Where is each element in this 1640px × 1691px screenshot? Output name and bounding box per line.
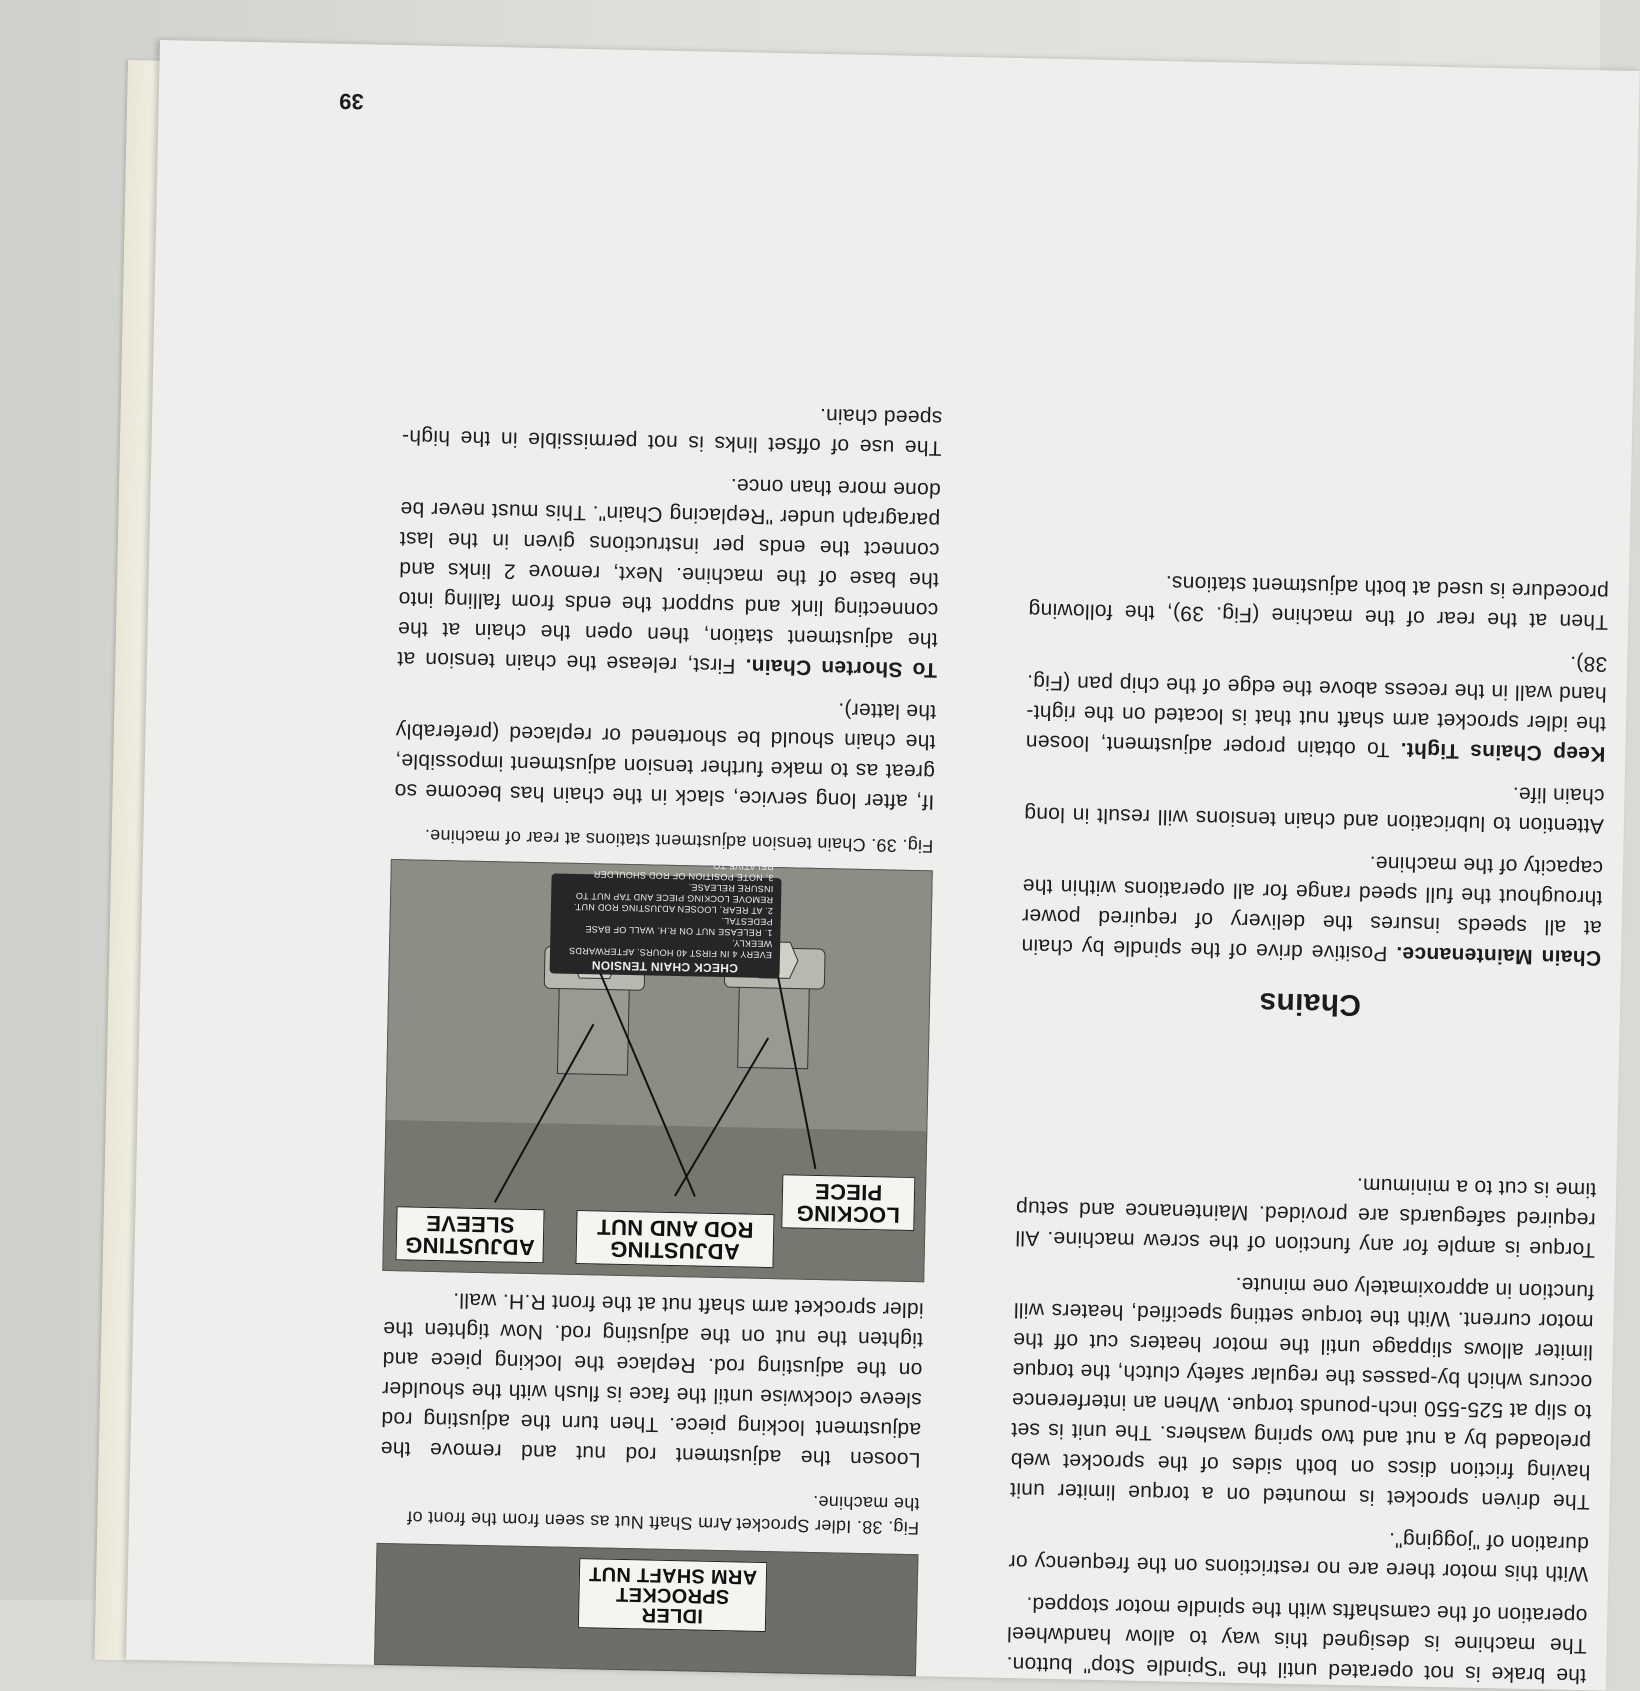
text-column-left [1006,552,1609,1690]
figure-38-photo [374,1543,918,1676]
label-adjusting-rod-and-nut: ADJUSTING ROD AND NUT [575,1210,774,1268]
text-keep-tight: To obtain proper adjustment, loosen the idler sprocket arm shaft nut that is located on the right-hand wall in the recess above the edge of the chip pan (Fig. 38). [1025,651,1608,761]
paragraph-after-long-service: If, after long service, slack in the chain has become so great as to make further tension adjustment impossible, the chain should be shortened or replaced (preferably the latter). [394,698,937,814]
section-heading-chains: Chains [1258,986,1362,1022]
book-page [126,40,1640,1691]
label-adjusting-sleeve: ADJUSTING SLEEVE [395,1206,544,1263]
paragraph-shorten-chain [397,463,941,684]
check-chain-tension-plate [550,860,782,978]
paragraph-brake: the brake is not operated until the "Spindle Stop" button. The machine is designed this way to allow handwheel operation of the camshafts with the spindle motor stopped. [1005,1592,1588,1688]
lead-shorten-chain: To Shorten Chain. [744,654,938,682]
paragraph-loosen: Loosen the adjustment rod nut and remove the adjustment locking piece. Then turn the adjusting rod sleeve clockwise until the face is flush with the shoulder on the adjusting rod. Replace the locking piece and tighten the nut on the adjusting rod. Now tighten the idler sprocket arm shaft nut at the front R.H. wall. [380,1288,924,1472]
plate-line-4: 3. NOTE POSITION OF ROD SHOULDER RELATIVE TO [593,860,774,884]
fig38-label [578,1558,767,1632]
page-content-upside-down [126,40,1640,1691]
paragraph-torque: Torque is ample for any function of the screw machine. All required safeguards are provided. Maintenance and setup time is cut to a minimum. [1014,1173,1597,1262]
text-chain-maintenance: Positive drive of the spindle by chain at all speeds insures the delivery of required power throughout the full speed range for all operations within the capacity of the machine. [1020,851,1604,965]
fig38-label-line2: ARM SHAFT NUT [588,1562,758,1588]
paragraph-attention: Attention to lubrication and chain tensions will result in long chain life. [1023,782,1605,838]
page-number: 39 [339,88,365,115]
figure-39-photo [382,859,933,1282]
label-locking-piece: LOCKING PIECE [781,1174,915,1231]
paragraph-rear: Then at the rear of the machine (Fig. 39), the following procedure is used at both adjustment stations. [1028,571,1609,634]
plate-line-1: EVERY 4 IN FIRST 40 HOURS. AFTERWARDS WEEKLY. [568,938,773,961]
fig38-label-line1: IDLER SPROCKET [615,1582,730,1627]
figure-39-caption: Fig. 39. Chain tension adjustment stations at rear of machine. [424,825,934,857]
paragraph-sprocket: The driven sprocket is mounted on a torque limiter unit having friction discs on both sides of the sprocket web preloaded by a nut and two spring washers. The unit is set to slip at 525-550 inch-pounds torque. When an interference occurs which by-passes the regular safety clutch, the torque limiter allows slippage until the motor heaters cut off the motor current. With the torque setting specified, heaters will function in approximately one minute. [1009,1272,1595,1514]
text-column-right [376,379,943,1676]
figure-38-caption: Fig. 38. Idler Sprocket Arm Shaft Nut as seen from the front of the machine. [406,1491,920,1539]
paragraph-offset-links: The use of offset links is not permissible in the high-speed chain. [401,403,943,460]
text-shorten-chain: First, release the chain tension at the adjustment station, then open the chain at the connecting link and support the ends from falling into the base of the machine. Next, remove 2 links and connect the ends per instructions given in the last paragraph under "Replacing Chain". This must never be done more than once. [396,474,941,678]
lead-chain-maintenance: Chain Maintenance. [1395,942,1602,970]
paragraph-chain-maintenance [1021,840,1603,972]
plate-title: CHECK CHAIN TENSION [591,958,739,976]
paragraph-keep-tight [1025,636,1607,768]
paragraph-motor: With this motor there are no restrictions on the frequency or duration of "jogging". [1008,1528,1590,1586]
plate-line-3: 2. AT REAR, LOOSEN ADJUSTING ROD NUT. REMOVE LOCKING PIECE AND TAP NUT TO INSURE RELEASE. [573,882,774,917]
lead-keep-tight: Keep Chains Tight. [1400,738,1606,766]
plate-line-2: 1. RELEASE NUT ON R.H. WALL OF BASE PEDESTAL. [585,915,773,939]
